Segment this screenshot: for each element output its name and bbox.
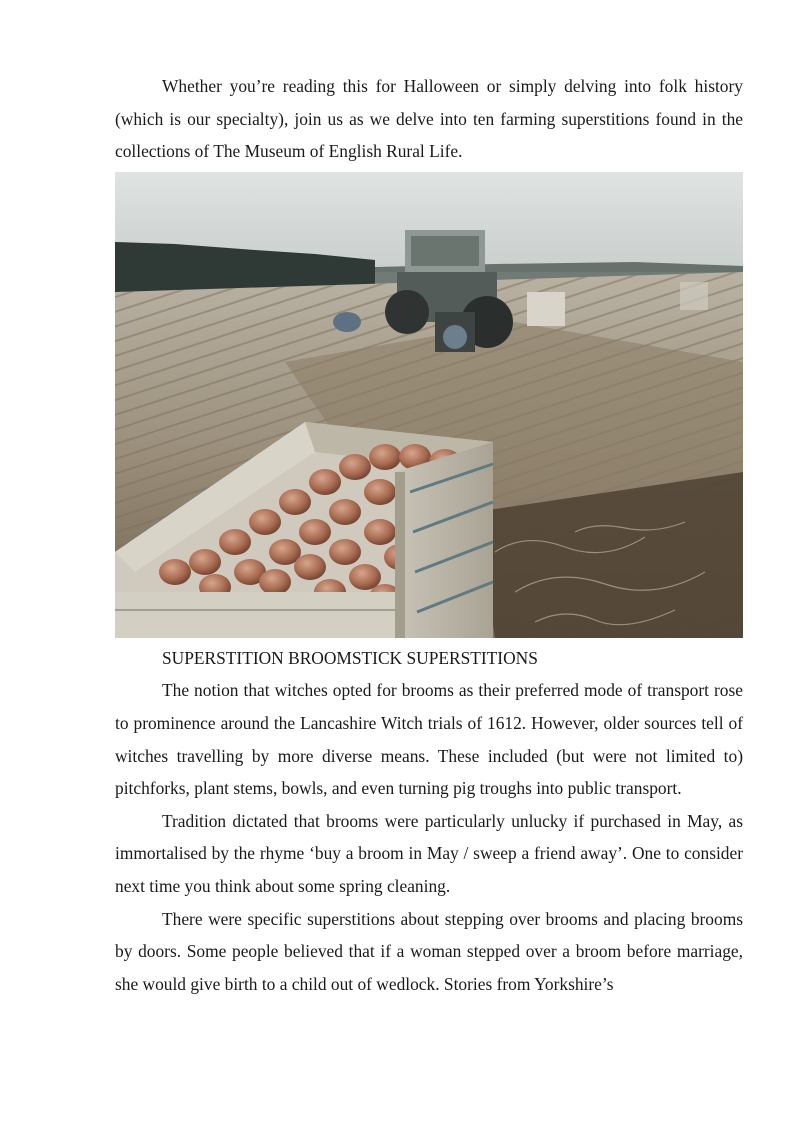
potato-harvest-photo	[115, 172, 743, 638]
body-paragraph: Tradition dictated that brooms were particularly unlucky if purchased in May, as immortalised by the rhyme ‘buy a broom in May / sweep a friend away’. One to consider next time you think about some spring cleaning.	[115, 810, 743, 896]
body-paragraph: The notion that witches opted for brooms as their preferred mode of transport rose to prominence around the Lancashire Witch trials of 1612. However, older sources tell of witches travelling by more diverse means. These included (but were not limited to) pitchforks, plant stems, bowls, and even turning pig troughs into public transport.	[115, 680, 743, 799]
section-heading: SUPERSTITION BROOMSTICK SUPERSTITIONS	[162, 647, 538, 668]
intro-paragraph: Whether you’re reading this for Halloween or simply delving into folk history (which is our specialty), join us as we delve into ten farming superstitions found in the collections of The Museum of English Rural Life.	[115, 76, 743, 162]
document-page	[115, 70, 743, 1000]
body-paragraph: There were specific superstitions about stepping over brooms and placing brooms by doors. Some people believed that if a woman stepped over a broom before marriage, she would give birth to a child out of wedlock. Stories from Yorkshire’s	[115, 908, 743, 994]
